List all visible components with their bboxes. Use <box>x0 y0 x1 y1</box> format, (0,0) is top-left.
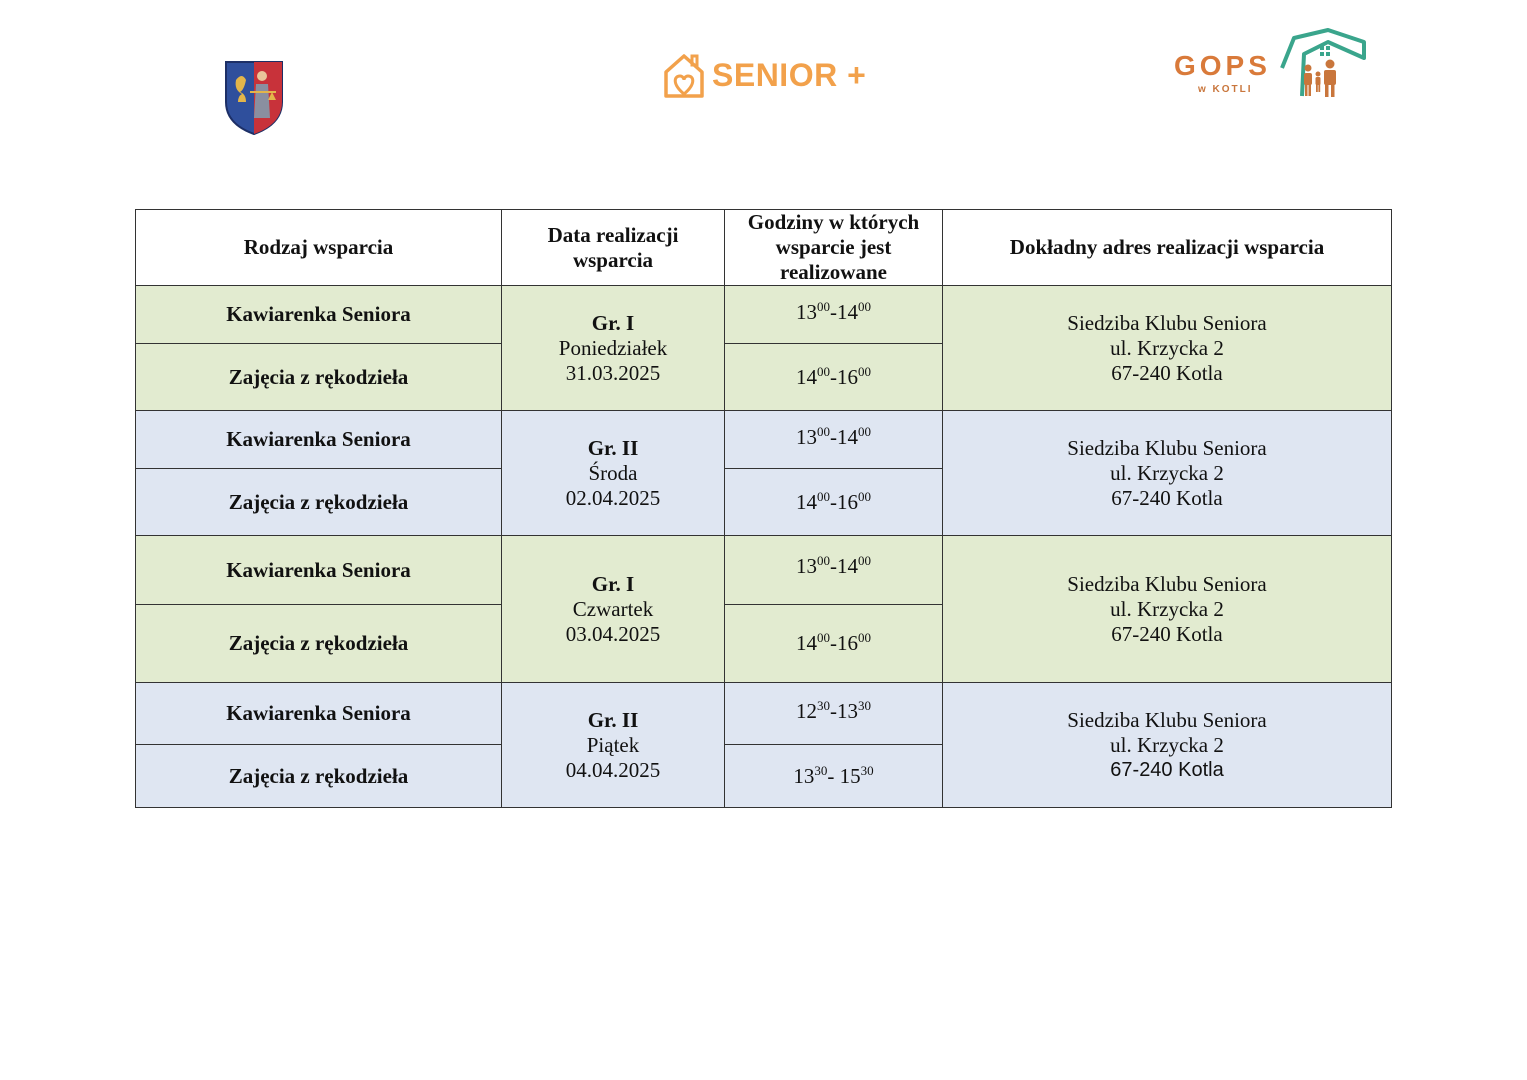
house-heart-icon <box>660 50 710 100</box>
rodzaj-cell: Kawiarenka Seniora <box>136 536 502 605</box>
hours-end: 13 <box>837 699 858 723</box>
address-line: Siedziba Klubu Seniora <box>1067 571 1267 596</box>
hours-end: 14 <box>837 425 858 449</box>
header-data: Data realizacji wsparcia <box>502 210 725 286</box>
hours-start: 14 <box>796 489 817 514</box>
day-label: Piątek <box>586 732 640 757</box>
address-cell <box>943 411 1392 536</box>
table-row <box>136 683 1392 745</box>
address-line: ul. Krzycka 2 <box>1110 335 1224 360</box>
hours-separator: - <box>830 425 837 449</box>
rodzaj-cell: Zajęcia z rękodzieła <box>136 605 502 683</box>
date-cell <box>502 536 725 683</box>
house-family-icon <box>1278 28 1368 100</box>
hours-end: 14 <box>837 554 858 578</box>
address-cell <box>943 683 1392 808</box>
address-line: ul. Krzycka 2 <box>1110 596 1224 621</box>
hours-separator: - <box>830 300 837 324</box>
address-line: 67-240 Kotla <box>1111 360 1223 385</box>
group-label: Gr. I <box>591 571 635 596</box>
rodzaj-cell: Kawiarenka Seniora <box>136 411 502 469</box>
address-line: 67-240 Kotla <box>1111 621 1223 646</box>
minutes-start: 00 <box>817 299 830 314</box>
rodzaj-cell: Zajęcia z rękodzieła <box>136 745 502 808</box>
table-header-row <box>136 210 1392 286</box>
gops-label: GOPS <box>1174 50 1271 81</box>
address-line: Siedziba Klubu Seniora <box>1067 435 1267 460</box>
address-cell <box>943 536 1392 683</box>
rodzaj-cell: Kawiarenka Seniora <box>136 683 502 745</box>
minutes-start: 30 <box>817 698 830 713</box>
hours-separator: - <box>830 699 837 723</box>
minutes-start: 00 <box>817 553 830 568</box>
minutes-start: 30 <box>814 762 828 778</box>
address-line: Siedziba Klubu Seniora <box>1067 310 1267 335</box>
minutes-end: 00 <box>858 553 871 568</box>
hours-end: 14 <box>837 300 858 324</box>
hours-separator: - <box>827 763 840 788</box>
hours-end: 16 <box>837 364 858 389</box>
address-line: Siedziba Klubu Seniora <box>1067 707 1267 732</box>
date-label: 03.04.2025 <box>565 621 661 646</box>
minutes-end: 00 <box>858 488 871 504</box>
rodzaj-cell: Zajęcia z rękodzieła <box>136 469 502 536</box>
address-line: 67-240 Kotla <box>1111 485 1223 510</box>
gops-logo <box>1170 28 1366 100</box>
group-label: Gr. II <box>587 707 639 732</box>
minutes-end: 30 <box>860 762 874 778</box>
hours-end: 16 <box>837 631 858 655</box>
address-line: ul. Krzycka 2 <box>1110 460 1224 485</box>
hours-cell <box>725 469 943 536</box>
hours-start: 14 <box>796 364 817 389</box>
address-line: ul. Krzycka 2 <box>1110 732 1224 757</box>
date-cell <box>502 286 725 411</box>
hours-end: 15 <box>839 763 861 788</box>
minutes-end: 30 <box>858 698 871 713</box>
gops-sublabel: w KOTLI <box>1198 84 1253 95</box>
date-cell <box>502 683 725 808</box>
schedule-table <box>135 209 1392 808</box>
hours-start: 13 <box>796 554 817 578</box>
rodzaj-cell: Zajęcia z rękodzieła <box>136 344 502 411</box>
hours-end: 16 <box>837 489 858 514</box>
hours-cell <box>725 411 943 469</box>
hours-separator: - <box>830 554 837 578</box>
day-label: Środa <box>588 460 638 485</box>
hours-start: 13 <box>796 300 817 324</box>
header-godziny: Godziny w których wsparcie jest realizowane <box>725 210 943 286</box>
day-label: Czwartek <box>572 596 654 621</box>
minutes-start: 00 <box>817 363 830 379</box>
hours-cell <box>725 286 943 344</box>
hours-cell <box>725 605 943 683</box>
header-rodzaj: Rodzaj wsparcia <box>136 210 502 286</box>
date-label: 31.03.2025 <box>565 360 661 385</box>
minutes-end: 00 <box>858 299 871 314</box>
minutes-end: 00 <box>858 630 871 645</box>
hours-cell <box>725 344 943 411</box>
minutes-start: 00 <box>817 630 830 645</box>
date-cell <box>502 411 725 536</box>
address-line: 67-240 Kotla <box>1110 758 1224 781</box>
table-row <box>136 411 1392 469</box>
hours-start: 13 <box>796 425 817 449</box>
minutes-start: 00 <box>817 488 830 504</box>
senior-plus-label: SENIOR + <box>712 56 867 93</box>
hours-start: 14 <box>796 631 817 655</box>
rodzaj-cell: Kawiarenka Seniora <box>136 286 502 344</box>
minutes-end: 00 <box>858 363 871 379</box>
hours-cell <box>725 745 943 808</box>
coat-of-arms-logo <box>222 58 286 136</box>
table-row <box>136 536 1392 605</box>
minutes-end: 00 <box>858 424 871 439</box>
address-cell <box>943 286 1392 411</box>
hours-cell <box>725 536 943 605</box>
hours-cell <box>725 683 943 745</box>
minutes-start: 00 <box>817 424 830 439</box>
table-row <box>136 286 1392 344</box>
hours-separator: - <box>830 631 837 655</box>
day-label: Poniedziałek <box>558 335 668 360</box>
group-label: Gr. I <box>591 310 635 335</box>
hours-start: 13 <box>793 763 815 788</box>
hours-separator: - <box>830 489 837 514</box>
senior-plus-logo <box>660 50 866 100</box>
hours-separator: - <box>830 364 837 389</box>
date-label: 04.04.2025 <box>565 757 661 782</box>
group-label: Gr. II <box>587 435 639 460</box>
date-label: 02.04.2025 <box>565 485 661 510</box>
hours-start: 12 <box>796 699 817 723</box>
header-adres: Dokładny adres realizacji wsparcia <box>943 210 1392 286</box>
